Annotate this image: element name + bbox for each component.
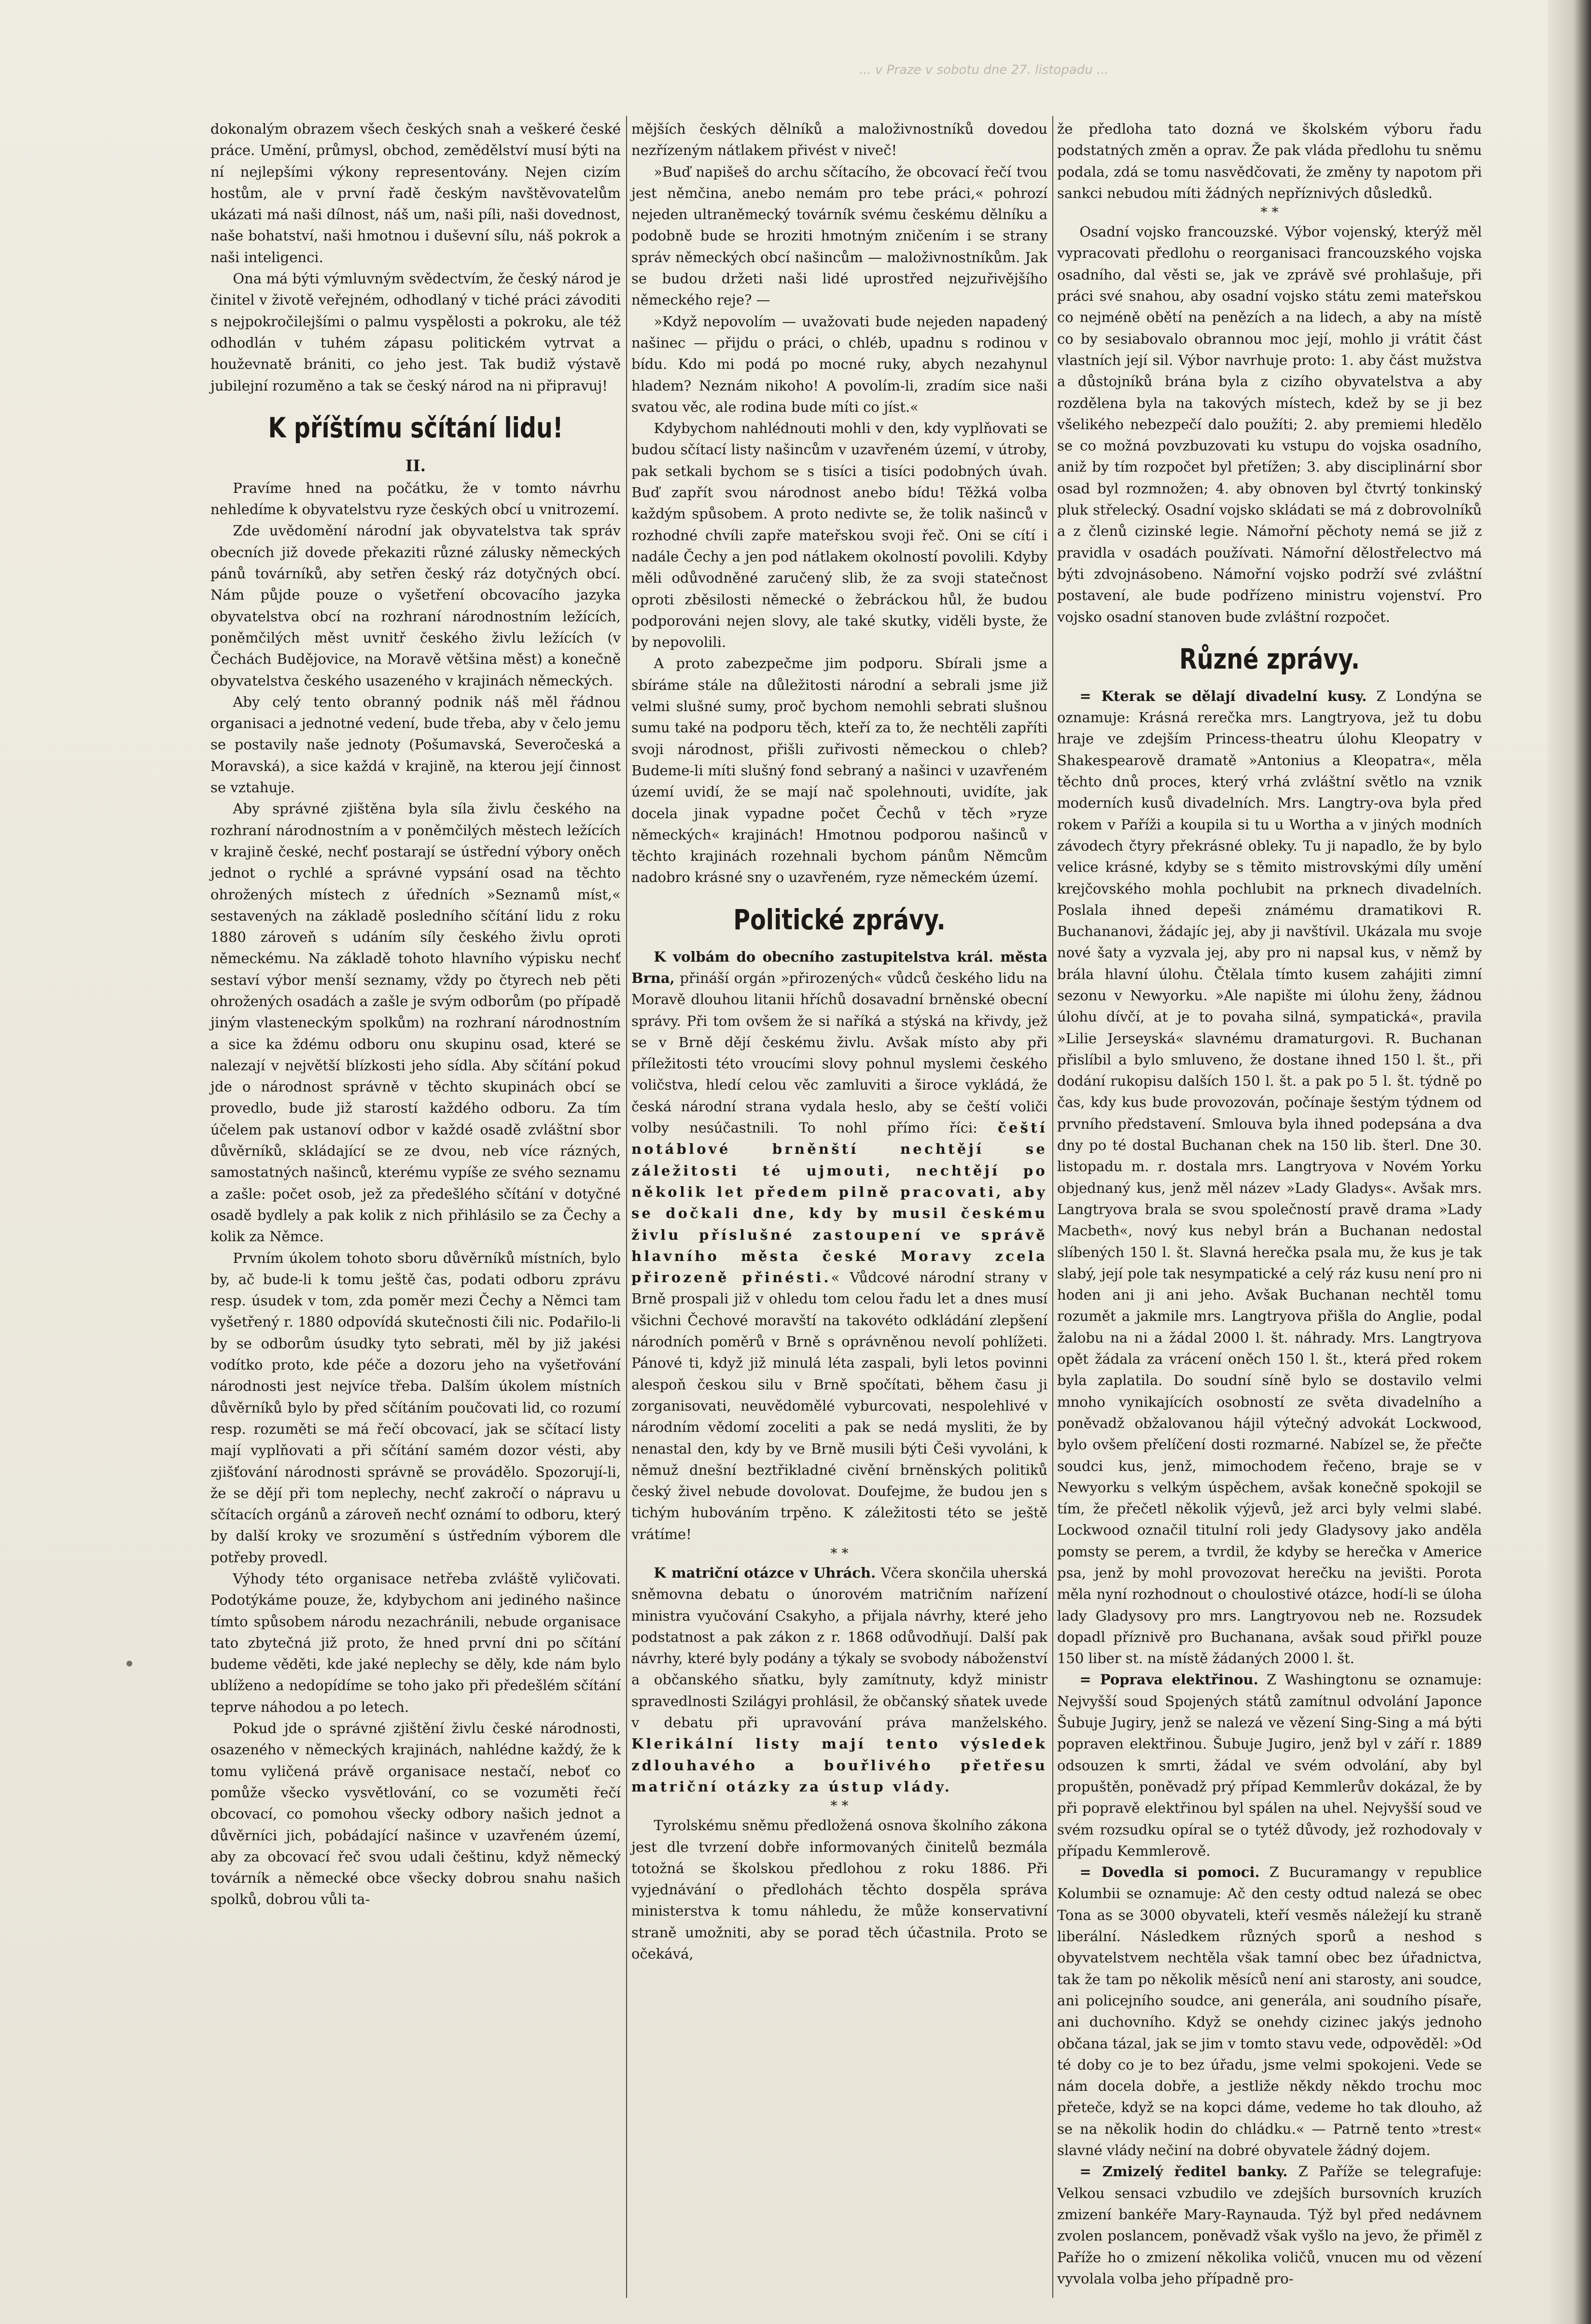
- news-item-text: Z Paříže se telegrafuje: Velkou sensaci vzbudilo ve zdejších bursovních kruzích zmizení bankéře Mary-Raynauda. Týž byl před nedávnem zvolen poslancem, poněvadž však vyšlo na jevo, že přiměl z Paříže ho o zmizení několika voličů, vnucen mu od vězení vyvolala volba jeho případně pro-: [1057, 2163, 1482, 2287]
- article-heading: K příštímu sčítání lidu!: [268, 411, 563, 444]
- section-heading: Různé zprávy.: [1179, 642, 1360, 675]
- part-number: II.: [405, 456, 426, 475]
- news-item-emphasis: čeští notáblové brněnští nechtějí se záležitosti té ujmouti, nechtějí po několik let předem pilně pracovati, aby se dočkali dne, kdy by musil českému živlu příslušné zastoupení ve správě hlavního města české Moravy zcela přirozeně přinésti.: [631, 1120, 1047, 1286]
- news-item-text: Z Washingtonu se oznamuje: Nejvyšší soud Spojených států zamítnul odvolání Japonce Šubuje Jugiry, jenž se nalezá ve vězení Sing-Sing a má býti popraven elektřinou. Šubuje Jugiro, jenž byl v září r. 1889 odsouzen k smrti, žádal ve svém odvolání, aby byl propuštěn, poněvadž prý případ Kemmlerův dokázal, že by při popravě elektřinou byl spálen na uhel. Nejvyšší soud ve svém rozsudku opíral se o tytéž důvody, jež rozhodovaly v případu Kemmlerově.: [1057, 1671, 1482, 1859]
- news-item-title: K matriční otázce v Uhrách.: [654, 1565, 876, 1581]
- news-item-text: « Vůdcové národní strany v Brně prospali již v ohledu tom celou řadu let a dnes musí všichni Čechové moravští na takovéto odkládání zlepšení národních poměrů v Brně s oprávněnou nevolí pohlížeti. Pánové ti, když již minulá léta zaspali, byli letos povinni alespoň českou silu v Brně spočítati, během času ji zorganisovati, neuvědomělé vyburcovati, nespolehlivé v národním vědomí zoceliti a pak se nedá mysliti, že by nenastal den, kdy by ve Brně musili býti Češi vyvoláni, k němuž dnešní beztřikladné civění brněnských politiků český živel nebude dovolovat. Doufejme, že budou jen s tichým hubováním trpěno. K záležitosti této se ještě vrátíme!: [631, 1269, 1047, 1542]
- news-item-title: = Zmizelý ředitel banky.: [1079, 2163, 1288, 2180]
- paragraph: Zde uvědomění národní jak obyvatelstva tak správ obecních již dovede překaziti různé zálusky německých pánů továrníků, aby setřen český ráz dotyčných obcí. Nám půjde pouze o vyšetření obcovacího jazyka obyvatelstva obcí na rozhraní národnostním ležících, poněmčilých měst uvnitř českého živlu ležících (v Čechách Budějovice, na Moravě většina měst) a konečně obyvatelstva českého usazeného v krajinách německých.: [210, 522, 621, 689]
- paragraph: Pravíme hned na počátku, že v tomto návrhu nehledíme k obyvatelstvu ryze českých obcí u vnitrozemí.: [210, 479, 621, 518]
- running-header: ... v Praze v sobotu dne 27. listopadu ...: [859, 63, 1109, 77]
- news-item-text: přináší orgán »přirozených« vůdců českého lidu na Moravě dlouhou litanii hříchů dosavadní brněnské obecní správy. Při tom ovšem že si naříká a stýská na křivdy, jež se v Brně dějí českému živlu. Avšak místo aby při příležitosti této vroucími slovy pohnul myslemi českého voličstva, hledí celou věc zamluviti a široce vykládá, že česká národní strana vydala heslo, aby se čeští voliči volby nesúčastnili. To nohl přímo říci:: [631, 969, 1047, 1136]
- news-item: [1057, 2161, 1482, 2289]
- punch-hole: [126, 1661, 132, 1666]
- news-item-title: = Dovedla si pomoci.: [1079, 1864, 1260, 1881]
- news-item-emphasis: Klerikální listy mají tento výsledek zdlouhavého a bouřlivého přetřesu matriční otázky za ústup vlády.: [631, 1736, 1047, 1795]
- separator-stars: * *: [830, 1545, 849, 1561]
- paragraph: Kdybychom nahlédnouti mohli v den, kdy vyplňovati se budou sčítací listy našincům v uzavřeném území, v útroby, pak setkali bychom se s tisíci a tisíci podobných úvah. Buď zapřít svou národnost anebo bídu! Těžká volba každým spůsobem. A proto nedivte se, že tolik našinců v rozhodné chvíli zapře mateřskou svoji řeč. Oni se cítí i nadále Čechy a jen pod nátlakem okolností povolili. Kdyby měli odůvodněné zaručený slib, že za svoji statečnost oproti zběsilosti německé o žebráckou hůl, že budou podporováni nejen slovy, ale také skutky, viděli byste, že by nepovolili.: [631, 420, 1047, 651]
- paragraph: Aby správné zjištěna byla síla živlu českého na rozhraní národnostním a v poněmčilých městech ležících v krajině české, nechť postarají se ústřední výbory oněch jednot o rychlé a správné vypsání osad na těchto ohrožených místech z úředních »Seznamů míst,« sestavených na základě posledního sčítání lidu z roku 1880 zároveň s udáním síly českého živlu oproti německému. Na základě tohoto hlavního výpisku nechť sestaví výbor menší seznamy, vždy po čtyrech neb pěti ohrožených osadách a zašle je svým odborům (po případě jiným vlasteneckým spolkům) na rozhraní národnostním a sice ka ždému odboru onu skupinu osad, které se nalezají v největší blízkosti jeho sídla. Aby sčítání pokud jde o národnost správně v těchto skupinách obcí se provedlo, bude již starostí každého odboru. Za tím účelem pak ustanoví odbor v každé osadě zvláštní sbor důvěrníků, skládající se ze dvou, neb více rázných, samostatných našinců, kterému vypíše ze svého seznamu a zašle: počet osob, jež za předešlého sčítání v dotyčné osadě bydlely a pak kolik z nich přihlásilo se za Čechy a kolik za Němce.: [210, 800, 621, 1245]
- news-item-title: = Poprava elektřinou.: [1079, 1671, 1258, 1688]
- paragraph: dokonalým obrazem všech českých snah a veškeré české práce. Umění, průmysl, obchod, zemědělství musí býti na ní nejlepšími výkony representovány. Nejen cizím hostům, ale v první řadě českým navštěvovatelům ukázati má naši dílnost, náš um, naši píli, naši dovednost, naše bohatství, naši hmotnou i duševní sílu, náš pokrok a naši inteligenci.: [210, 121, 621, 266]
- paragraph: »Když nepovolím — uvažovati bude nejeden napadený našinec — přijdu o práci, o chléb, upadnu s rodinou v bídu. Kdo mi podá po mocné ruky, abych nezahynul hladem? Neznám nikoho! A povolím-li, zradím sice naši svatou věc, ale rodina bude míti co jíst.«: [631, 313, 1047, 415]
- news-item: [1057, 1669, 1482, 1862]
- news-item: [631, 946, 1047, 1545]
- news-item: Tyrolskému sněmu předložená osnova školního zákona jest dle tvrzení dobře informovaných činitelů bezmála totožná se školskou předlohou z roku 1886. Při vyjednávání o předlohách těchto dospěla správa ministerstva k tomu náhledu, že může konservativní straně umožniti, aby se porad těch účastnila. Proto se očekává,: [631, 1817, 1047, 1962]
- paragraph: mějších českých dělníků a maloživnostníků dovedou nezřízeným nátlakem přivést v niveč!: [631, 121, 1047, 159]
- separator-stars: * *: [1260, 204, 1279, 221]
- paragraph: že předloha tato dozná ve školském výboru řadu podstatných změn a oprav. Že pak vláda předlohu tu sněmu podala, zdá se tomu nasvědčovati, že změny ty napotom při sankci nebudou míti žádných nepříznivých důsledků.: [1057, 121, 1482, 201]
- paragraph: Pokud jde o správné zjištění živlu české národnosti, osazeného v německých krajinách, nahlédne každý, že k tomu vyličená právě organisace nestačí, neboť co pomůže všecko vysvětlování, co se vozuměti řečí obcovací, co pomohou všecky odbory našich jednot a důvěrníci jich, pobádající našince v uzavřeném území, aby za obcovací řeč svou udali češtinu, když německý továrník a německé obce všecky dobrou snahu našich spolků, dobrou vůli ta-: [210, 1720, 621, 1908]
- news-item-text: Včera skončila uherská sněmovna debatu o únorovém matričním nařízení ministra vyučování Csakyho, a přijala návrhy, které jeho podstatnost a pak zákon z r. 1868 odůvodňují. Další pak návrhy, které byly podány a týkaly se svobody náboženství a občanského sňatku, byly zamítnuty, když ministr spravedlnosti Szilágyi prohlásil, že občanský sňatek uvede v debatu při upravování práva manželského.: [631, 1565, 1047, 1731]
- column-3: [1057, 118, 1482, 2289]
- news-item-text: Z Londýna se oznamuje: Krásná rerečka mrs. Langtryova, jež tu dobu hraje ve zdejším Princess-theatru úlohu Kleopatry v Shakespearově dramatě »Antonius a Kleopatra«, měla těchto dnů proces, který vrhá zvláštní světlo na vznik moderních kusů divadelních. Mrs. Langtry-ova byla před rokem v Paříži a koupila si tu u Wortha a v jiných modních závodech čtyry překrásné obleky. Tu ji napadlo, že by bylo velice krásné, kdyby se s těmito mistrovskými díly umění krejčovského mohla pochlubit na prknech divadelních. Poslala ihned depeši známému dramatikovi R. Buchananovi, žádajíc jej, aby ji navštívil. Ukázala mu svoje nové šaty a vyzvala jej, aby pro ni napsal kus, v němž by brála hlavní úlohu. Čtělala tímto kusem zahájiti zimní sezonu v Newyorku. »Ale napište mi úlohu ženy, žádnou úlohu dívčí, at je to povaha silná, sympatická«, pravila »Lilie Jerseyská« slavnému dramaturgovi. R. Buchanan přislíbil a bylo smluveno, že dostane ihned 150 l. št., při dodání rukopisu dalších 150 l. št. a pak po 5 l. št. týdně po čas, kdy kus bude provozován, počínaje šestým týdnem od prvního představení. Smlouva byla ihned podepsána a dva dny po té dostal Buchanan chek na 150 lib. šterl. Dne 30. listopadu m. r. dostala mrs. Langtryova v Novém Yorku objednaný kus, jenž měl název »Lady Gladys«. Avšak mrs. Langtryova brala se svou společností pravě drama »Lady Macbeth«, nový kus nebyl brán a Buchanan nedostal slíbených 150 l. št. Slavná herečka psala mu, že kus je tak slabý, její pole tak nesympatické a celý ráz kusu není pro ni hoden ani ji ani jeho. Avšak Buchanan nechtěl tomu rozumět a jakmile mrs. Langtryova přišla do Anglie, podal žalobu na ni a žádal 2000 l. št. náhrady. Mrs. Langtryova opět žádala za vrácení oněch 150 l. št., která před rokem byla zaplatila. Do soudní síně bylo se dostavilo velmi mnoho vynikajících osobností ze světa divadelního a poněvadž obžalovanou hájil výtečný advokát Lockwood, bylo ovšem přelíčení dosti rozmarné. Nabízel se, že přečte soudci kus, jenž, mimochodem řečeno, braje se v Newyorku s velkým úspěchem, avšak konečně spokojil se tím, že přečetl několik výjevů, jež arci byly velmi slabé. Lockwood označil titulní roli jedy Gladysovy jako anděla pomsty se perem, a tvrdil, že kdyby se herečka v Americe psa, jenž by mohl provozovat herečku na jevišti. Porota měla nyní rozhodnout o choulostivé otázce, hodí-li se úloha lady Gladysovy pro mrs. Langtryovou neb ne. Rozsudek dopadl příznivě pro Buchanana, avšak soud přiřkl pouze 150 liber st. na místě žádaných 2000 l. št.: [1057, 687, 1482, 1667]
- news-item: Osadní vojsko francouzské. Výbor vojenský, kterýž měl vypracovati předlohu o reorganisaci francouzského vojska osadního, dal věsti se, jak ve zprávě své prohlašuje, při práci své snahou, aby osadní vojsko státu zemi mateřskou co nejméně obětí na penězích a na lidech, a aby na místě co by sesiabovalo obrannou moc její, mohlo ji vrátit část vlastních její sil. Výbor navrhuje proto: 1. aby část mužstva a důstojníků brána byla z cizího obyvatelstva a aby rozdělena byla na takových místech, kdež by se ji bez všelikého nebezpečí dalo použíti; 2. aby premiemi hledělo se co možná povzbuzovati ku vstupu do vojska osadního, aniž by tím rozpočet byl přetížen; 3. aby disciplinární sbor osad byl rozmnožen; 4. aby obnoven byl čtvrtý tonkinský pluk střelecký. Osadní vojsko skládati se má z dobrovolníků a z členů cizinské legie. Námořní pěchoty nemá se již z pravidla v osadách používati. Námořní dělostřelectvo má býti zdvojnásobeno. Námořní vojsko podrží své zvláštní postavení, ale bude podřízeno ministru vojenství. Pro vojsko osadní stanoven bude zvláštní rozpočet.: [1057, 224, 1482, 625]
- news-item: [1057, 686, 1482, 1669]
- column-rule: [1052, 116, 1053, 2298]
- paragraph: A proto zabezpečme jim podporu. Sbírali jsme a sbíráme stále na důležitosti národní a sebrali jsme již velmi slušné sumy, proč bychom nemohli sebrati slušnou sumu také na podporu těch, kteří za to, že nechtěli zapříti svoji národnost, přišli zuřivosti německou o chleb? Budeme-li míti slušný fond sebraný a našinci v uzavřeném území uvidí, že se mají nač spolehnouti, uvidíte, jak docela jinak vypadne počet Čechů v těch »ryze německých« krajinách! Hmotnou podporou našinců v těchto krajinách rozehnali bychom pánům Němcům nadobro krásné sny o uzavřeném, ryze německém území.: [631, 655, 1047, 886]
- paragraph: Aby celý tento obranný podnik náš měl řádnou organisaci a jednotné vedení, bude třeba, aby v čelo jemu se postavily naše jednoty (Pošumavská, Severočeská a Moravská), a sice každá v krajině, na kterou její činnost se vztahuje.: [210, 693, 621, 796]
- column-2: [631, 118, 1047, 1964]
- page-edge-shadow: [1548, 0, 1591, 2324]
- news-item: [1057, 1862, 1482, 2161]
- news-item-title: K volbám do obecního zastupitelstva král. města Brna,: [631, 948, 1047, 986]
- news-item-text: Z Bucuramangy v republice Kolumbii se oznamuje: Ač den cesty odtud nalezá se obec Tona as se 3000 obyvateli, kteří vesměs náležejí ku straně liberální. Následkem různých sporů a neshod s obyvatelstvem nechtěla však tamní obec bez úřadnictva, tak že tam po několik měsíců není ani starosty, ani soudce, ani policejního soudce, ani generála, ani soudního písaře, ani duchovního. Když se onehdy cizinec jakýs jednoho občana tázal, jak se jim v tomto stavu vede, odpověděl: »Od té doby co je to bez úřadu, jsme velmi spokojeni. Vede se nám docela dobře, a jestliže někdy někdo trochu moc přeteče, když se na kopci dáme, vedeme ho tak dlouho, až se na několik hodin do chládku.« — Patrně tento »trest« slavné vlády nečiní na dobré obyvatele žádný dojem.: [1057, 1864, 1482, 2159]
- paragraph: Ona má býti výmluvným svědectvím, že český národ je činitel v životě veřejném, odhodlaný v tiché práci závoditi s nejpokročilejšími o palmu vyspělosti a pokroku, ale též odhodlán v tuhém zápasu politickém vytrvat a houževnatě brániti, co jeho jest. Tak budiž výstavě jubilejní rozuměno a tak se český národ na ni připravuj!: [210, 270, 621, 394]
- column-1: [210, 118, 621, 1910]
- paragraph: »Buď napišeš do archu sčítacího, že obcovací řečí tvou jest němčina, anebo nemám pro tebe práci,« pohrozí nejeden ultraněmecký továrník svému českému dělníku a podobně bude se hroziti hmotným zničením i se strany správ německých obcí našincům — maloživnostníkům. Jak se budou držeti naši lidé uprostřed nejzuřivějšího německého reje? —: [631, 163, 1047, 308]
- news-item-title: = Kterak se dělají divadelní kusy.: [1079, 687, 1367, 704]
- paragraph: Prvním úkolem tohoto sboru důvěrníků místních, bylo by, ač bude-li k tomu ještě čas, podati odboru zprávu resp. úsudek v tom, zda poměr mezi Čechy a Němci tam vyšetřený r. 1880 odpovídá skutečnosti čili nic. Podařilo-li by se odborům úsudky tyto sebrati, měl by již jakési vodítko proto, kde péče a dozoru jeho na vyšetřování národnosti jest nejvíce třeba. Dalším úkolem místních důvěrníků bylo by před sčítáním poučovati lid, co rozumí resp. rozuměti se má řečí obcovací, jak se sčítací listy mají vyplňovati a při sčítání samém dozor vésti, aby zjišťování národnosti správně se provádělo. Spozorují-li, že se dějí při tom neplechy, nechť zakročí o nápravu u sčítacích orgánů a zároveň nechť oznámí to odboru, který by další kroky ve srozumění s ústředním výborem dle potřeby provedl.: [210, 1249, 621, 1566]
- separator-stars: * *: [830, 1798, 849, 1814]
- section-heading: Politické zprávy.: [733, 903, 946, 936]
- column-rule: [626, 116, 627, 2298]
- paragraph: Výhody této organisace netřeba zvláště vyličovati. Podotýkáme pouze, že, kdybychom ani jediného našince tímto spůsobem národu nezachránili, nebude organisace tato zbytečná již proto, že hned první dni po sčítání budeme věděti, kde jaké neplechy se děly, kde nám bylo ublíženo a nedopídíme se toho jako při předešlém sčítání teprve náhodou a po letech.: [210, 1570, 621, 1715]
- news-item: [631, 1562, 1047, 1797]
